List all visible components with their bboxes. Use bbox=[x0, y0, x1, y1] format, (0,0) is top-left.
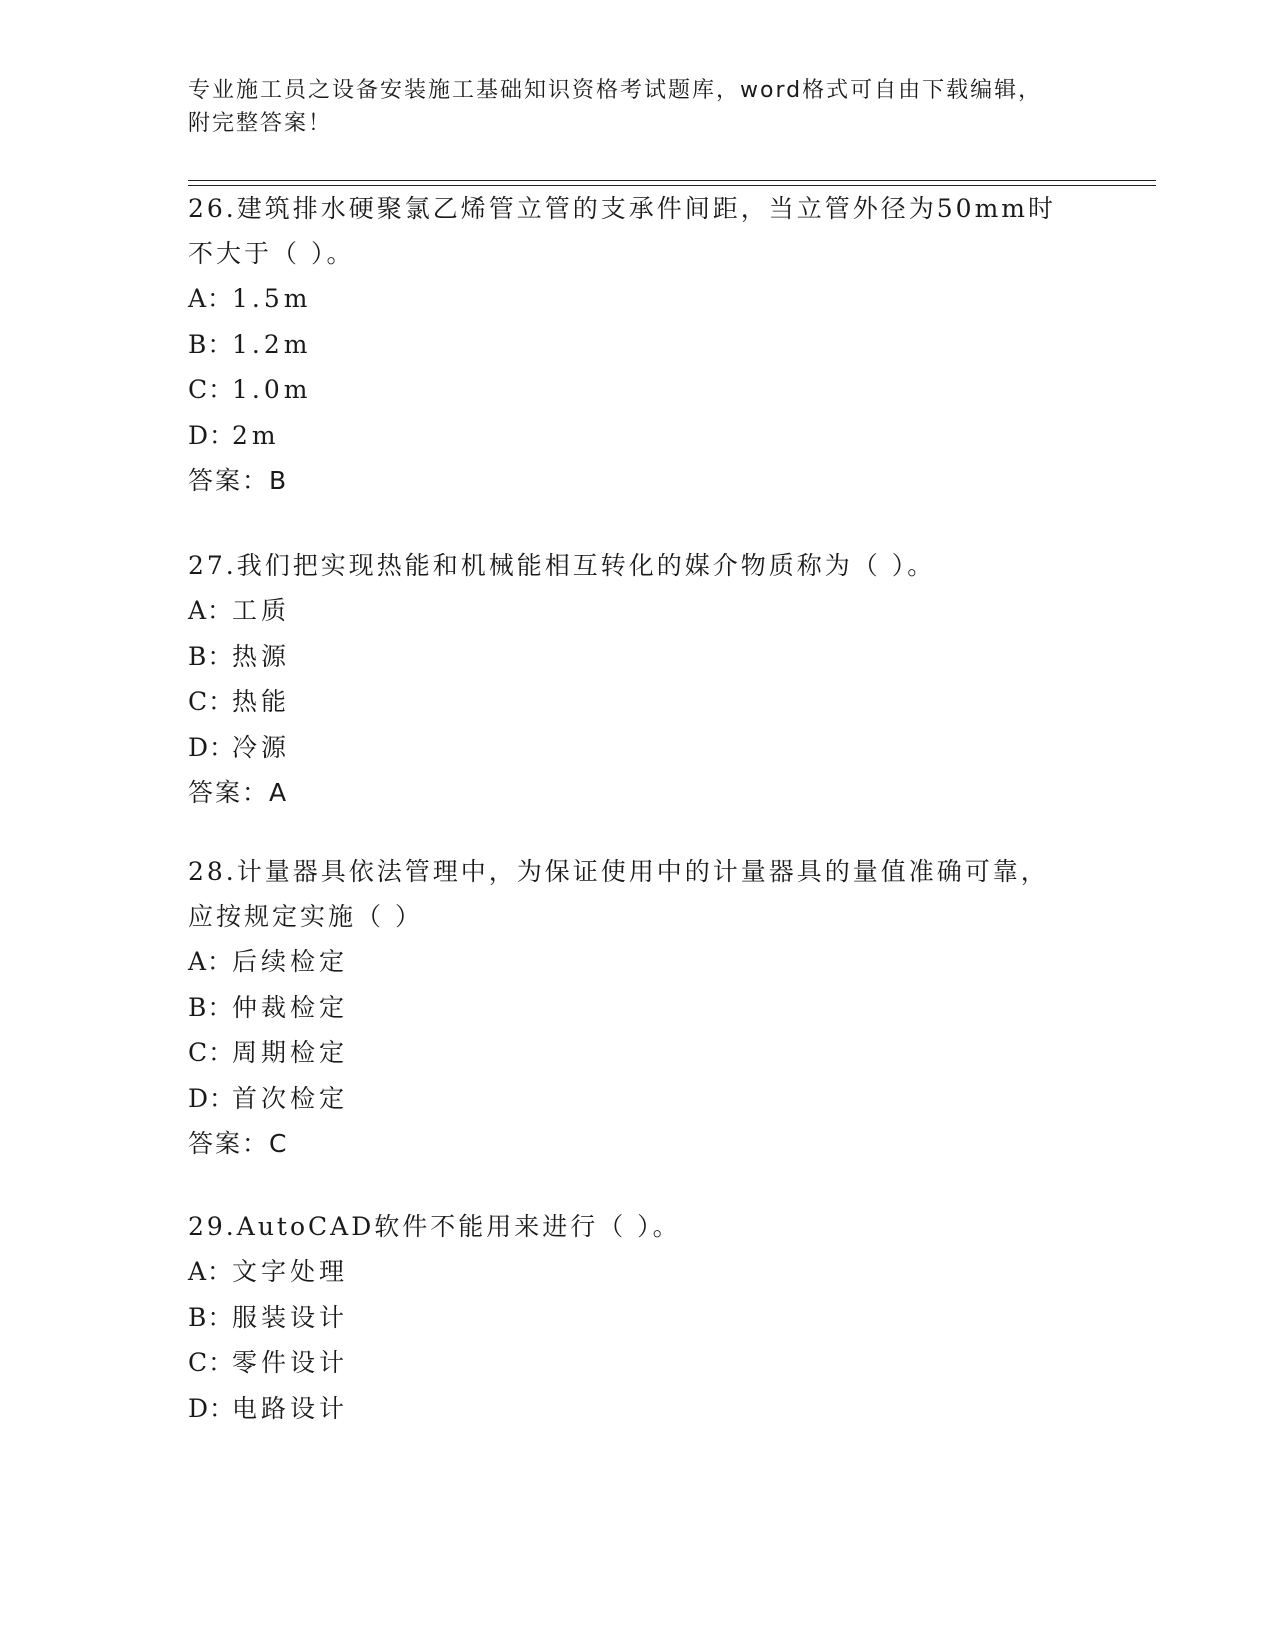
question-29 bbox=[188, 1204, 1088, 1431]
header-line-2: 附完整答案！ bbox=[188, 111, 333, 136]
option-b bbox=[188, 322, 1088, 368]
option-text: 1.2m bbox=[232, 329, 312, 359]
option-d bbox=[188, 1386, 1088, 1432]
option-a bbox=[188, 588, 1088, 634]
question-stem-line-1: 26.建筑排水硬聚氯乙烯管立管的支承件间距，当立管外径为50mm时 bbox=[188, 194, 1056, 223]
option-key: A： bbox=[188, 947, 234, 976]
option-text: 热源 bbox=[232, 641, 291, 671]
option-text: 2m bbox=[232, 420, 280, 450]
option-a bbox=[188, 276, 1088, 322]
option-key: B： bbox=[188, 641, 234, 671]
answer: 答案：C bbox=[188, 1129, 289, 1158]
option-c bbox=[188, 1030, 1088, 1076]
question-stem-line-1: 28.计量器具依法管理中，为保证使用中的计量器具的量值准确可靠， bbox=[188, 857, 1049, 886]
option-d bbox=[188, 725, 1088, 771]
option-text: 服装设计 bbox=[232, 1302, 349, 1332]
option-key: C： bbox=[188, 687, 235, 716]
option-key: C： bbox=[188, 1038, 235, 1067]
option-a bbox=[188, 1249, 1088, 1295]
option-key: C： bbox=[188, 375, 235, 404]
option-key: D： bbox=[188, 732, 236, 762]
question-26 bbox=[188, 186, 1088, 503]
option-text: 冷源 bbox=[232, 732, 291, 762]
answer: 答案：B bbox=[188, 466, 289, 495]
header-line-1: 专业施工员之设备安装施工基础知识资格考试题库，word格式可自由下载编辑， bbox=[188, 78, 1043, 103]
question-28 bbox=[188, 849, 1088, 1166]
option-text: 电路设计 bbox=[232, 1393, 349, 1423]
document-header bbox=[188, 74, 1088, 140]
option-key: D： bbox=[188, 1083, 236, 1113]
option-text: 1.0m bbox=[232, 375, 312, 404]
option-b bbox=[188, 634, 1088, 680]
option-key: B： bbox=[188, 329, 234, 359]
answer: 答案：A bbox=[188, 778, 289, 807]
option-text: 仲裁检定 bbox=[232, 992, 349, 1022]
option-key: C： bbox=[188, 1348, 235, 1377]
option-text: 工质 bbox=[232, 596, 291, 625]
question-stem-line-1: 29.AutoCAD软件不能用来进行（ ）。 bbox=[188, 1212, 681, 1241]
option-text: 首次检定 bbox=[232, 1083, 349, 1113]
option-c bbox=[188, 367, 1088, 413]
option-key: A： bbox=[188, 1257, 234, 1286]
option-c bbox=[188, 679, 1088, 725]
question-stem-line-1: 27.我们把实现热能和机械能相互转化的媒介物质称为（ ）。 bbox=[188, 551, 936, 580]
option-b bbox=[188, 1295, 1088, 1341]
option-text: 热能 bbox=[232, 687, 291, 716]
option-c bbox=[188, 1340, 1088, 1386]
option-b bbox=[188, 985, 1088, 1031]
option-key: B： bbox=[188, 992, 234, 1022]
option-key: A： bbox=[188, 596, 234, 625]
option-d bbox=[188, 1076, 1088, 1122]
question-stem-line-2: 不大于（ ）。 bbox=[188, 239, 355, 268]
question-stem-line-2: 应按规定实施（ ） bbox=[188, 902, 423, 931]
option-text: 文字处理 bbox=[232, 1257, 349, 1286]
option-a bbox=[188, 939, 1088, 985]
option-text: 后续检定 bbox=[232, 947, 349, 976]
option-d bbox=[188, 413, 1088, 459]
option-key: D： bbox=[188, 420, 236, 450]
option-text: 零件设计 bbox=[232, 1348, 349, 1377]
option-text: 周期检定 bbox=[232, 1038, 349, 1067]
option-text: 1.5m bbox=[232, 284, 312, 313]
option-key: D： bbox=[188, 1393, 236, 1423]
question-27 bbox=[188, 543, 1088, 815]
header-divider-top bbox=[188, 180, 1156, 181]
option-key: A： bbox=[188, 284, 234, 313]
option-key: B： bbox=[188, 1302, 234, 1332]
